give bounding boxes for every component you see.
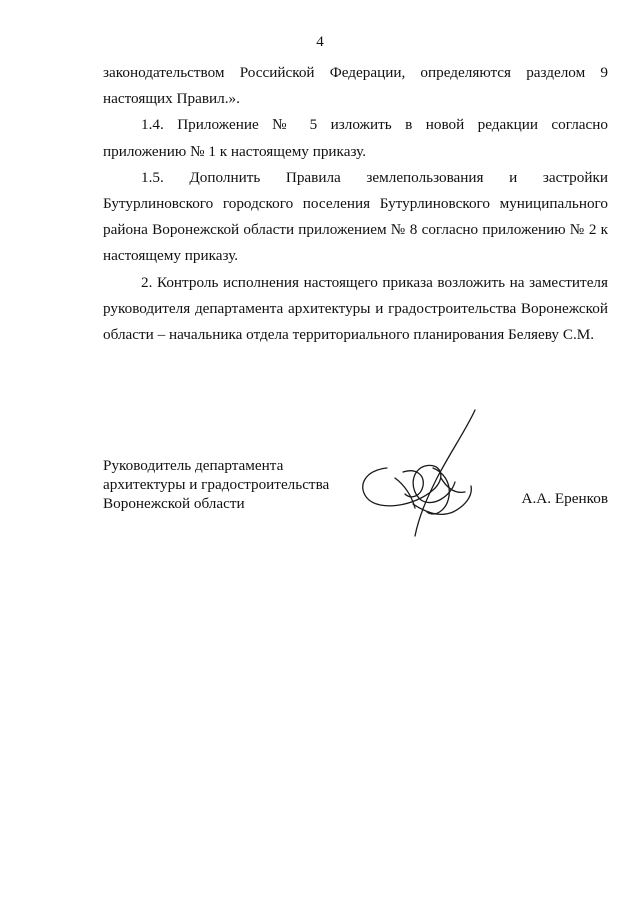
signature-block (103, 456, 608, 546)
signatory-title-line: Воронежской области (103, 495, 245, 512)
signatory-title-line: архитектуры и градостроительства (103, 476, 330, 493)
paragraph-item-1-4: 1.4. Приложение № 5 изложить в новой редакции согласно приложению № 1 к настоящему приказу. (103, 116, 608, 160)
signatory-name: А.А. Еренков (521, 490, 608, 507)
paragraph-continuation: законодательством Российской Федерации, определяются разделом 9 настоящих Правил.». (103, 64, 608, 108)
handwritten-signature (355, 408, 515, 548)
page-number: 4 (316, 34, 324, 50)
signatory-title-line: Руководитель департамента (103, 457, 284, 474)
document-body (103, 60, 608, 348)
paragraph-item-1-5: 1.5. Дополнить Правила землепользования и застройки Бутурлиновского городского поселения Бутурлиновского муниципального района Воронежской области приложением № 8 согласно приложению № 2 к настоящему приказу. (103, 168, 608, 265)
paragraph-item-2: 2. Контроль исполнения настоящего приказа возложить на заместителя руководителя департамента архитектуры и градостроительства Воронежской области – начальника отдела территориального планирования Беляеву С.М. (103, 273, 608, 344)
